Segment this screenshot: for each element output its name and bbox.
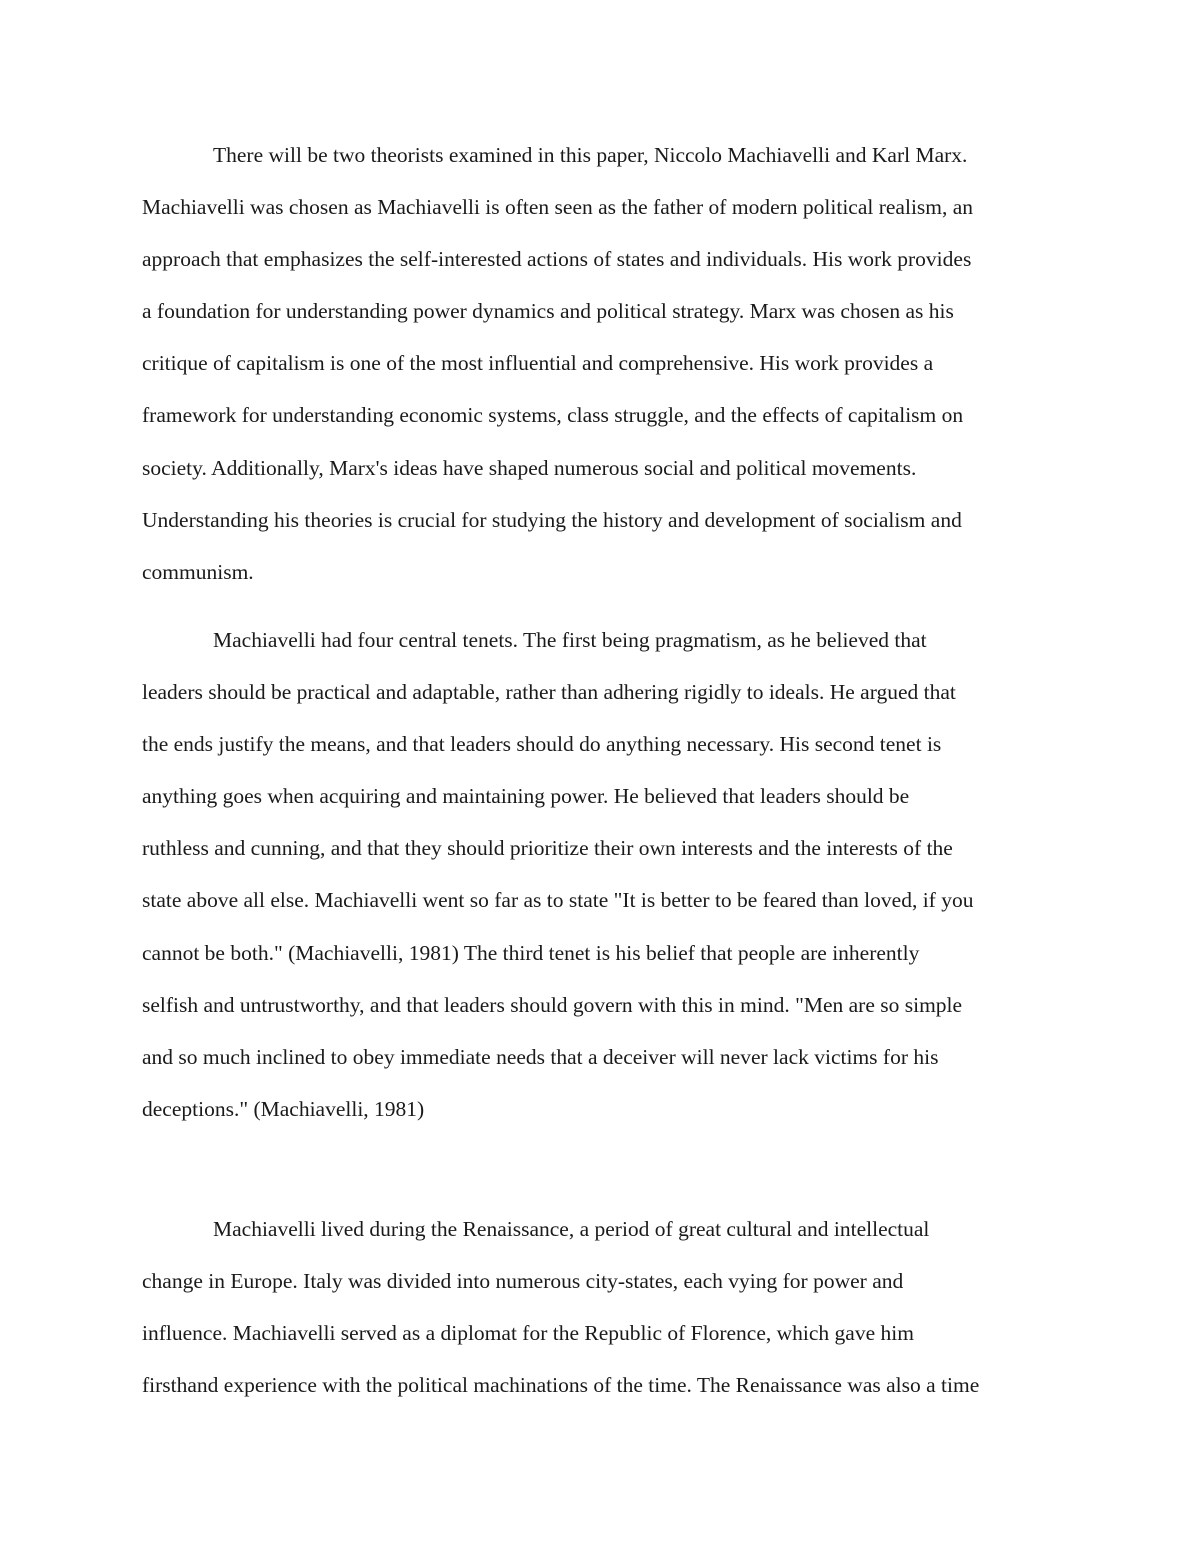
paragraph-line: Understanding his theories is crucial for studying the history and development of socialism and [142,507,962,532]
paragraph-line: firsthand experience with the political machinations of the time. The Renaissance was also a time [142,1373,980,1398]
paragraph-line: approach that emphasizes the self-interested actions of states and individuals. His work provides [142,247,972,272]
paragraph-line: selfish and untrustworthy, and that leaders should govern with this in mind. "Men are so simple [142,992,963,1017]
paragraph-line: leaders should be practical and adaptable, rather than adhering rigidly to ideals. He argued that [142,680,956,705]
paragraph-line: society. Additionally, Marx's ideas have shaped numerous social and political movements. [142,455,917,480]
paragraph-line: deceptions." (Machiavelli, 1981) [142,1096,425,1121]
paragraph-line: communism. [142,559,254,584]
paragraph-line: anything goes when acquiring and maintaining power. He believed that leaders should be [142,784,910,809]
paragraph-line: change in Europe. Italy was divided into numerous city-states, each vying for power and [142,1269,904,1294]
paragraph-renaissance-context [142,1203,1062,1411]
paragraph-machiavelli-tenets [142,614,1062,1135]
paragraph-line: and so much inclined to obey immediate needs that a deceiver will never lack victims for his [142,1044,939,1069]
paragraph-line: Machiavelli was chosen as Machiavelli is often seen as the father of modern political realism, an [142,195,974,220]
paragraph-line: ruthless and cunning, and that they should prioritize their own interests and the interests of the [142,836,953,861]
paragraph-line: a foundation for understanding power dynamics and political strategy. Marx was chosen as his [142,299,954,324]
paragraph-line: critique of capitalism is one of the most influential and comprehensive. His work provides a [142,351,934,376]
paragraph-theorists-intro [142,129,1062,598]
paragraph-line: the ends justify the means, and that leaders should do anything necessary. His second tenet is [142,732,942,757]
paragraph-line: state above all else. Machiavelli went so far as to state "It is better to be feared than loved, if you [142,888,974,913]
paragraph-line: Machiavelli had four central tenets. The first being pragmatism, as he believed that [213,628,927,652]
paragraph-line: Machiavelli lived during the Renaissance, a period of great cultural and intellectual [213,1217,930,1241]
paragraph-line: framework for understanding economic systems, class struggle, and the effects of capitalism on [142,403,964,428]
paragraph-line: There will be two theorists examined in this paper, Niccolo Machiavelli and Karl Marx. [213,143,968,167]
paragraph-line: influence. Machiavelli served as a diplomat for the Republic of Florence, which gave him [142,1321,914,1346]
paragraph-line: cannot be both." (Machiavelli, 1981) The third tenet is his belief that people are inherently [142,940,920,965]
